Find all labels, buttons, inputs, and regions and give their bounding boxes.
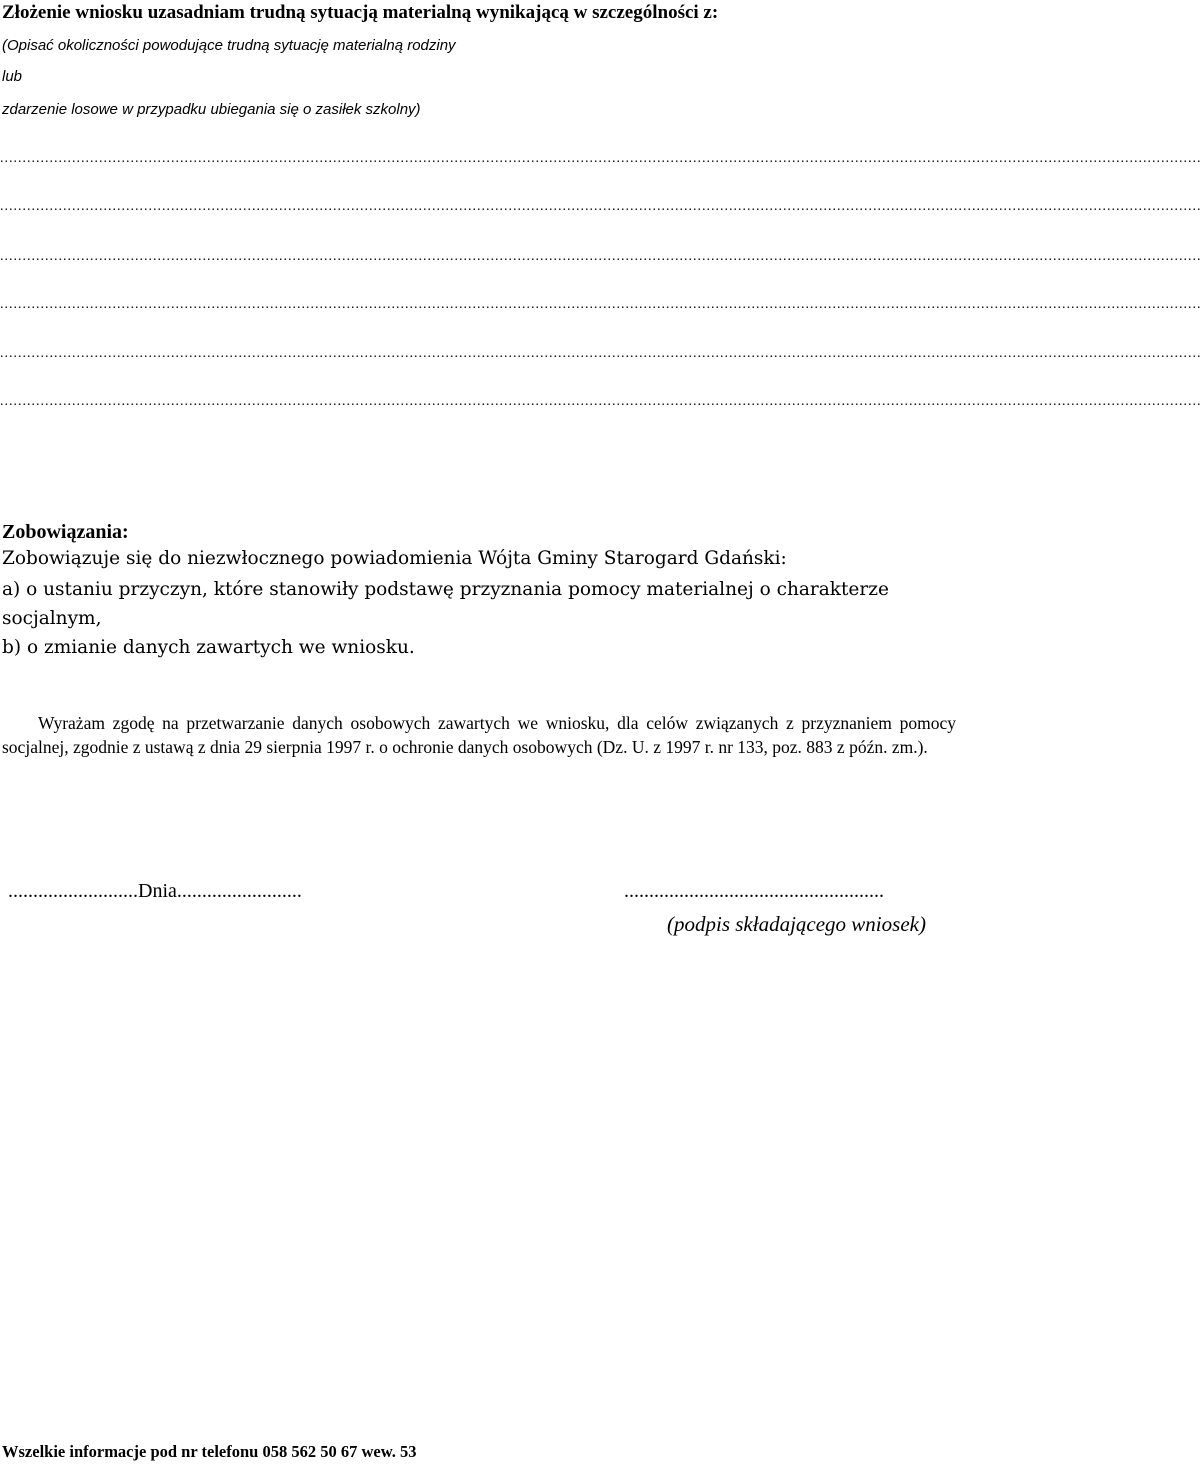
fill-in-line-4[interactable]: ........................................................................................................................................................................................................................................................................... <box>0 297 1202 312</box>
signature-field[interactable]: .................................................... <box>624 880 884 902</box>
place-date-field[interactable]: ..........................Dnia......................... <box>8 880 302 902</box>
obligation-item-a-continued: socjalnym, <box>2 608 102 629</box>
fill-in-line-2[interactable]: ........................................................................................................................................................................................................................................................................... <box>0 199 1202 214</box>
contact-info: Wszelkie informacje pod nr telefonu 058 562 50 67 wew. 53 <box>2 1442 417 1461</box>
obligation-item-b: b) o zmianie danych zawartych we wniosku. <box>2 637 415 658</box>
instruction-note-line-2: lub <box>2 68 23 85</box>
instruction-note-line-3: zdarzenie losowe w przypadku ubiegania się o zasiłek szkolny) <box>2 101 421 118</box>
signature-caption: (podpis składającego wniosek) <box>667 912 926 936</box>
consent-statement: Wyrażam zgodę na przetwarzanie danych osobowych zawartych we wniosku, dla celów związanych z przyznaniem pomocy socjalnej, zgodnie z ustawą z dnia 29 sierpnia 1997 r. o ochronie danych osobowych (Dz. U. z 1997 r. nr 133, poz. 883 z późn. zm.). <box>2 713 956 757</box>
page-heading: Złożenie wniosku uzasadniam trudną sytuacją materialną wynikającą w szczególności z: <box>2 2 719 23</box>
fill-in-line-6[interactable]: ........................................................................................................................................................................................................................................................................... <box>0 394 1202 409</box>
fill-in-line-3[interactable]: ........................................................................................................................................................................................................................................................................... <box>0 249 1202 264</box>
fill-in-line-1[interactable]: ........................................................................................................................................................................................................................................................................... <box>0 151 1202 166</box>
obligations-title: Zobowiązania: <box>2 521 129 543</box>
instruction-note-line-1: (Opisać okoliczności powodujące trudną sytuację materialną rodziny <box>2 37 456 54</box>
fill-in-line-5[interactable]: ........................................................................................................................................................................................................................................................................... <box>0 346 1202 361</box>
obligations-intro: Zobowiązuje się do niezwłocznego powiadomienia Wójta Gminy Starogard Gdański: <box>2 548 787 569</box>
obligation-item-a: a) o ustaniu przyczyn, które stanowiły podstawę przyznania pomocy materialnej o charakterze <box>2 579 889 600</box>
